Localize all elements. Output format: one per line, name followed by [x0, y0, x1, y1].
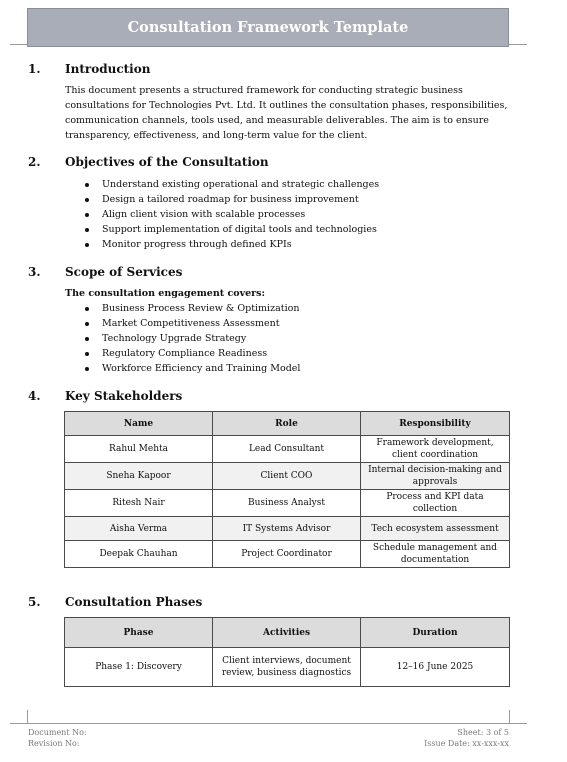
table-row — [65, 490, 510, 517]
scope-item: Workforce Efficiency and Training Model — [65, 361, 300, 376]
column-header: Duration — [361, 618, 510, 648]
table-row — [65, 463, 510, 490]
sheet-number: Sheet: 3 of 5 — [457, 728, 509, 737]
phases-table — [64, 617, 510, 687]
table-row — [65, 648, 510, 687]
header-rule-left — [10, 44, 27, 45]
cell-role: Business Analyst — [213, 490, 361, 517]
table-row — [65, 517, 510, 541]
column-header: Responsibility — [361, 412, 510, 436]
cell-name: Rahul Mehta — [65, 436, 213, 463]
section-1-heading: Introduction — [65, 62, 151, 76]
cell-role: Project Coordinator — [213, 541, 361, 568]
introduction-paragraph — [65, 83, 515, 143]
cell-name: Aisha Verma — [65, 517, 213, 541]
section-4-number: 4. — [28, 389, 41, 403]
stakeholders-table — [64, 411, 510, 568]
intro-line: transparency, effectiveness, and long-term value for the client. — [65, 130, 368, 141]
scope-intro: The consultation engagement covers: — [65, 288, 265, 299]
section-4-heading: Key Stakeholders — [65, 389, 183, 403]
cell-duration: 12–16 June 2025 — [361, 648, 510, 687]
footer-tick-left — [27, 710, 28, 723]
cell-responsibility: Schedule management and documentation — [361, 541, 510, 568]
section-1-number: 1. — [28, 62, 41, 76]
scope-item: Regulatory Compliance Readiness — [65, 346, 300, 361]
section-3-heading: Scope of Services — [65, 265, 183, 279]
footer-rule — [10, 723, 527, 724]
cell-responsibility: Process and KPI data collection — [361, 490, 510, 517]
cell-responsibility: Tech ecosystem assessment — [361, 517, 510, 541]
intro-line: communication channels, tools used, and measurable deliverables. The aim is to ensure — [65, 115, 489, 126]
column-header: Role — [213, 412, 361, 436]
cell-name: Ritesh Nair — [65, 490, 213, 517]
objective-item: Understand existing operational and strategic challenges — [65, 177, 379, 192]
objective-item: Monitor progress through defined KPIs — [65, 237, 379, 252]
column-header: Phase — [65, 618, 213, 648]
objective-item: Align client vision with scalable processes — [65, 207, 379, 222]
cell-activities: Client interviews, document review, business diagnostics — [213, 648, 361, 687]
footer-right — [424, 727, 509, 749]
intro-line: consultations for Technologies Pvt. Ltd. It outlines the consultation phases, responsibilities, — [65, 100, 508, 111]
section-5-number: 5. — [28, 595, 41, 609]
cell-role: Client COO — [213, 463, 361, 490]
table-header-row — [65, 412, 510, 436]
intro-line: This document presents a structured framework for conducting strategic business — [65, 85, 463, 96]
scope-item: Technology Upgrade Strategy — [65, 331, 300, 346]
table-header-row — [65, 618, 510, 648]
scope-list — [65, 301, 300, 376]
cell-role: Lead Consultant — [213, 436, 361, 463]
table-row — [65, 436, 510, 463]
column-header: Activities — [213, 618, 361, 648]
cell-responsibility: Internal decision-making and approvals — [361, 463, 510, 490]
objective-item: Design a tailored roadmap for business improvement — [65, 192, 379, 207]
section-2-heading: Objectives of the Consultation — [65, 155, 269, 169]
objective-item: Support implementation of digital tools and technologies — [65, 222, 379, 237]
table-row — [65, 541, 510, 568]
document-title: Consultation Framework Template — [27, 8, 509, 47]
cell-name: Sneha Kapoor — [65, 463, 213, 490]
column-header: Name — [65, 412, 213, 436]
scope-item: Business Process Review & Optimization — [65, 301, 300, 316]
cell-responsibility: Framework development, client coordination — [361, 436, 510, 463]
cell-name: Deepak Chauhan — [65, 541, 213, 568]
issue-date: Issue Date: xx-xxx-xx — [424, 739, 509, 748]
footer-tick-right — [509, 710, 510, 723]
objectives-list — [65, 177, 379, 252]
cell-phase: Phase 1: Discovery — [65, 648, 213, 687]
cell-role: IT Systems Advisor — [213, 517, 361, 541]
header-rule-right — [509, 44, 527, 45]
scope-item: Market Competitiveness Assessment — [65, 316, 300, 331]
revision-number-label: Revision No: — [28, 739, 80, 748]
section-2-number: 2. — [28, 155, 41, 169]
document-number-label: Document No: — [28, 728, 87, 737]
footer-left — [28, 727, 87, 749]
section-3-number: 3. — [28, 265, 41, 279]
section-5-heading: Consultation Phases — [65, 595, 203, 609]
